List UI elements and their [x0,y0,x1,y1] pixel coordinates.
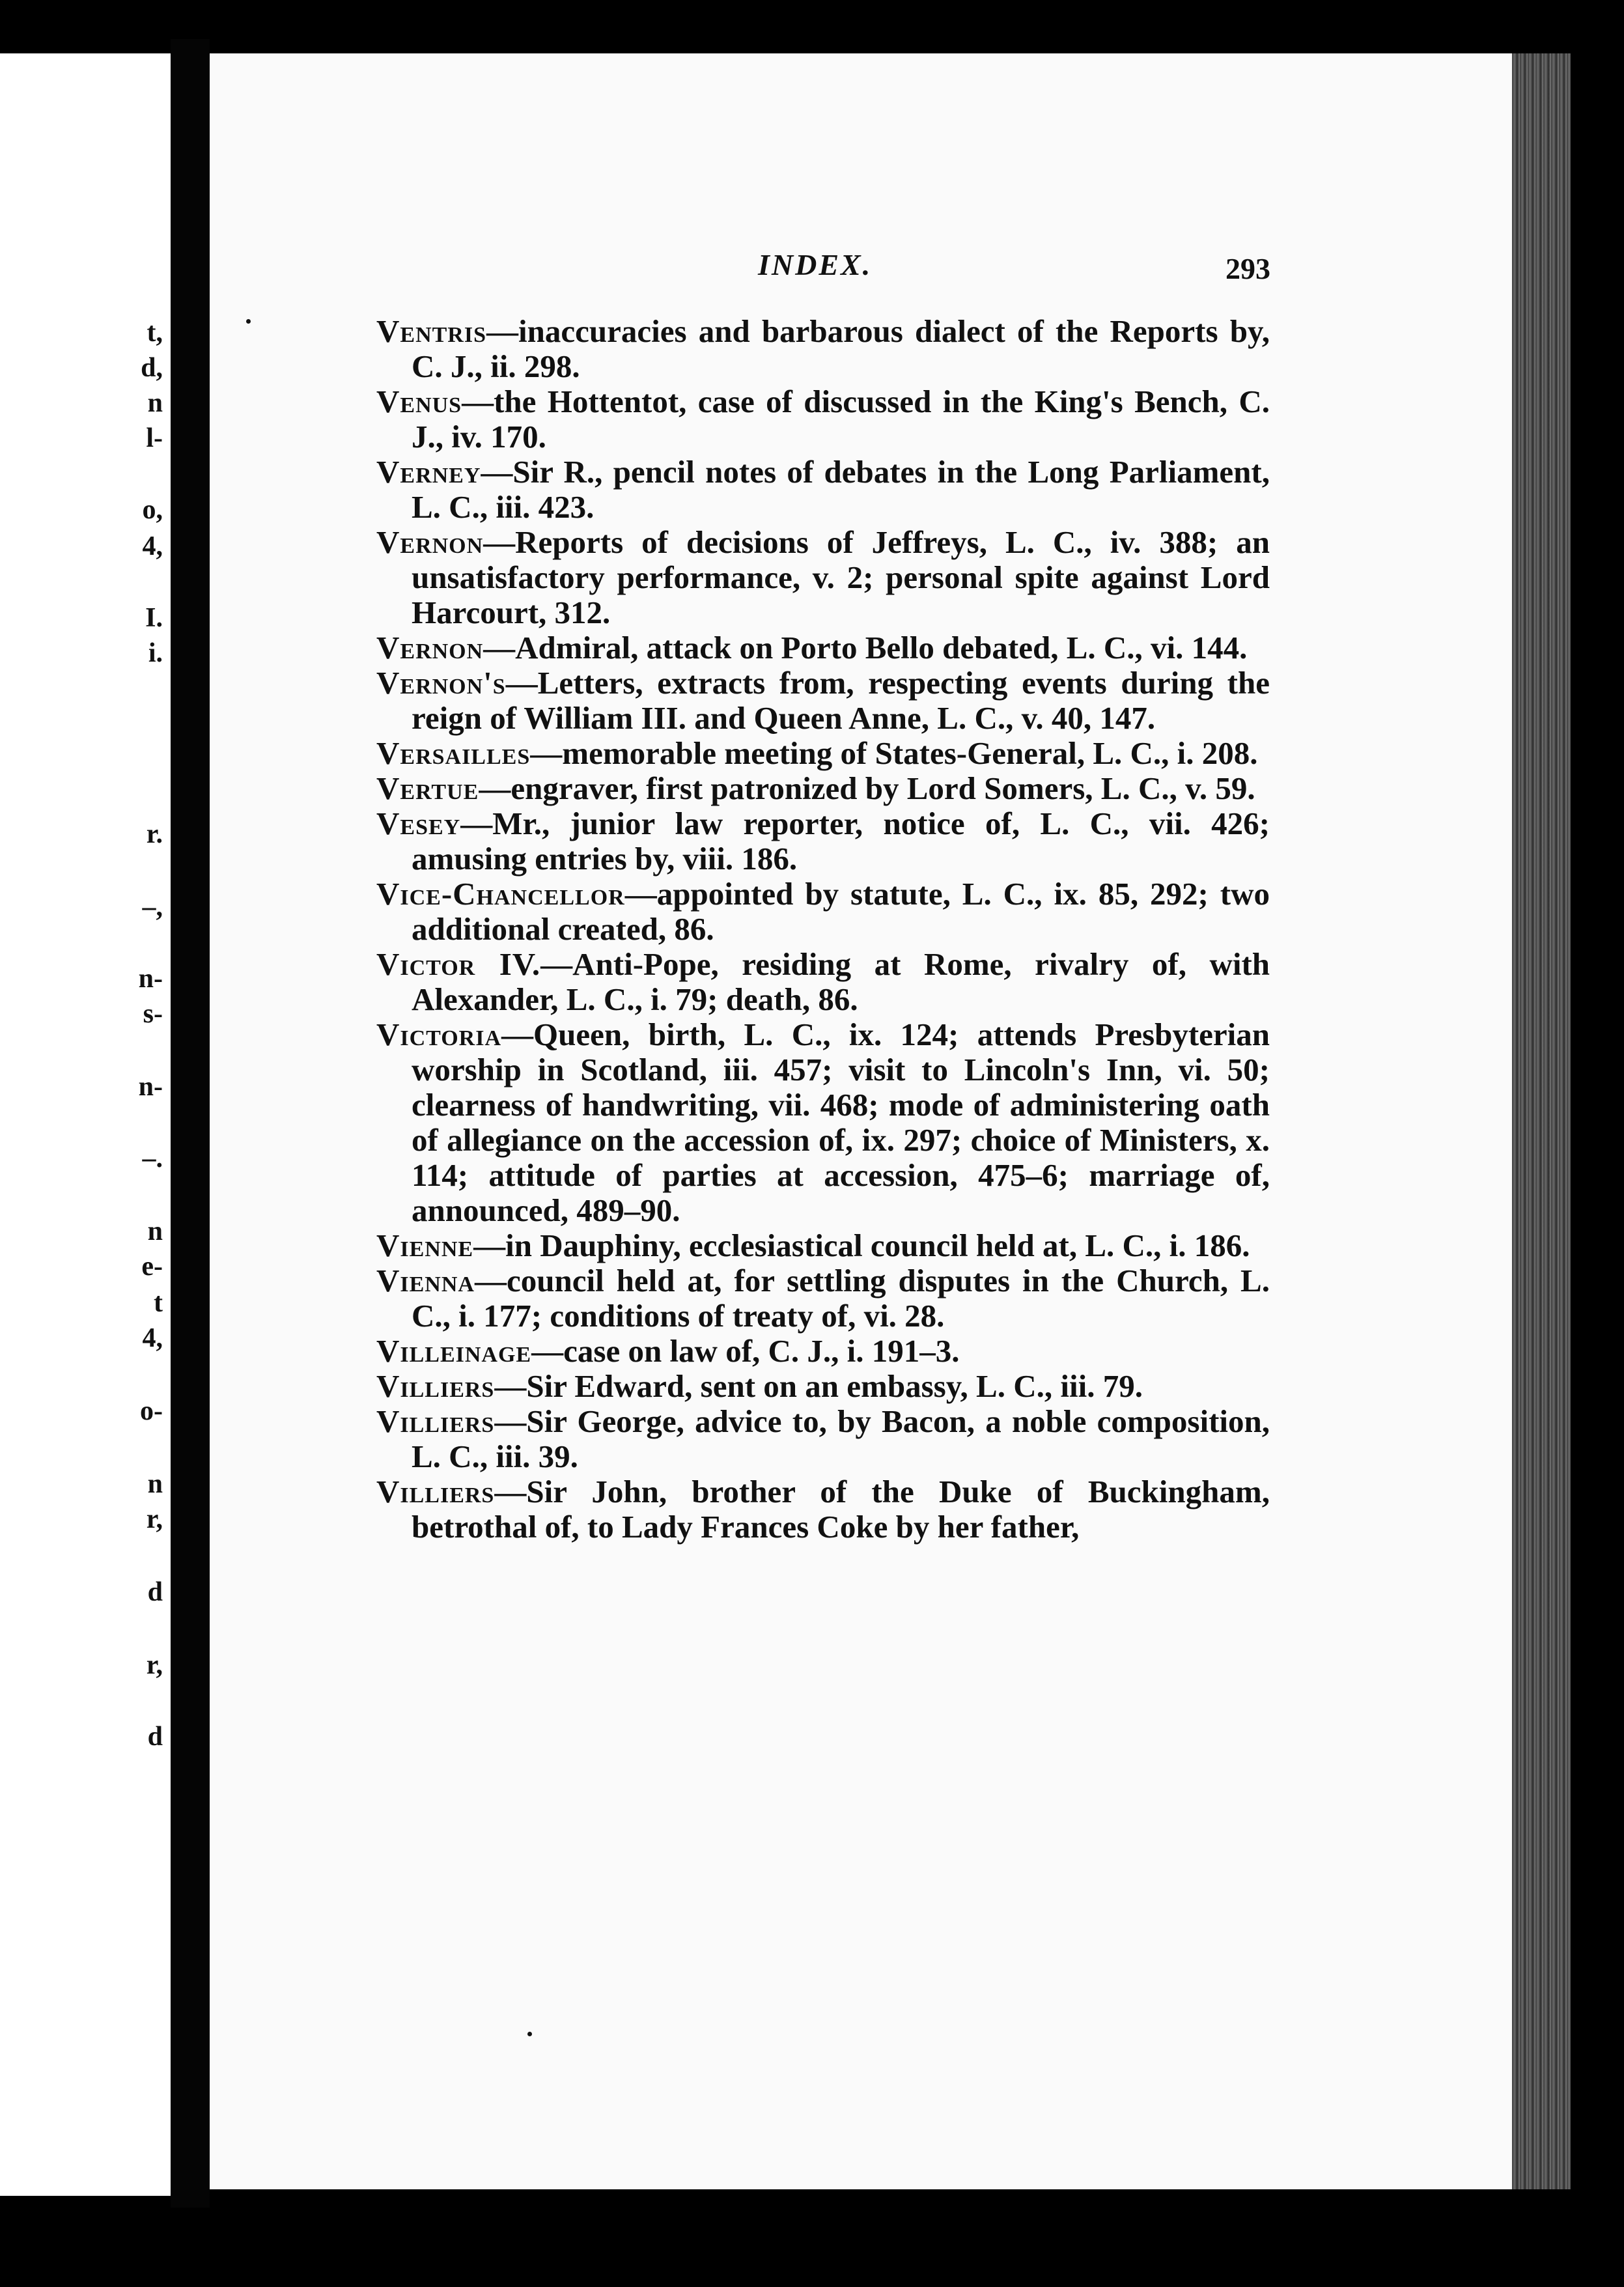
entry-headword: Ventris [376,313,486,349]
entry-headword: Villiers [376,1403,495,1439]
index-entry [376,630,1270,666]
entry-headword: Villiers [376,1368,495,1404]
left-fragment: n [147,1469,163,1499]
entry-headword: Vesey [376,806,461,841]
index-entry [376,877,1270,947]
left-fragment: s- [143,999,163,1029]
entry-text: —Letters, extracts from, respecting events during the reign of William III. and Queen Anne, L. C., v. 40, 147. [412,665,1270,736]
entry-headword: Victor IV. [376,946,541,982]
entry-text: —Reports of decisions of Jeffreys, L. C., iv. 388; an unsatisfactory performance, v. 2; personal spite against Lord Harcourt, 312. [412,524,1270,630]
index-entry [376,666,1270,736]
speck [527,2032,532,2036]
entry-text: —Mr., junior law reporter, notice of, L. C., vii. 426; amusing entries by, viii. 186. [412,806,1270,877]
entry-text: —case on law of, C. J., i. 191–3. [531,1333,960,1369]
entry-text: —the Hottentot, case of discussed in the King's Bench, C. J., iv. 170. [412,384,1270,455]
index-entries [376,314,1270,1545]
left-fragment: r. [146,819,163,849]
entry-headword: Verney [376,454,481,490]
entry-headword: Villiers [376,1474,495,1509]
index-entry [376,455,1270,525]
left-fragment: r, [146,1504,163,1534]
entry-text: —Sir George, advice to, by Bacon, a noble composition, L. C., iii. 39. [412,1403,1270,1474]
index-entry [376,771,1270,806]
left-fragment: n- [138,1072,163,1102]
book-gutter [171,39,210,2208]
entry-headword: Versailles [376,735,531,771]
index-entry [376,806,1270,877]
left-fragment: 4, [142,1323,163,1353]
left-fragment: n- [138,964,163,994]
page-edges [1512,53,1571,2189]
left-fragment: d, [141,353,163,383]
speck [246,319,251,324]
entry-text: —Sir John, brother of the Duke of Buckingham, betrothal of, to Lady Frances Coke by her father, [412,1474,1270,1545]
entry-text: —Sir Edward, sent on an embassy, L. C., iii. 79. [494,1368,1143,1404]
index-entry [376,1334,1270,1369]
left-fragment: t [154,1288,163,1318]
entry-headword: Vernon [376,524,484,560]
entry-text: —Admiral, attack on Porto Bello debated, L. C., vi. 144. [483,630,1248,666]
entry-headword: Vienna [376,1263,475,1298]
left-fragment: t, [147,318,163,348]
entry-text: —engraver, first patronized by Lord Somers, L. C., v. 59. [479,770,1255,806]
index-entry [376,1017,1270,1228]
entry-headword: Vernon's [376,665,506,701]
left-fragment: –. [142,1144,163,1173]
entry-headword: Vienne [376,1228,474,1263]
index-entry [376,1474,1270,1545]
left-fragment: r, [146,1650,163,1680]
entry-text: —council held at, for settling disputes in the Church, L. C., i. 177; conditions of treaty of, vi. 28. [412,1263,1270,1334]
index-entry [376,525,1270,630]
running-head: INDEX. [758,248,873,281]
left-fragment: i. [148,638,163,668]
left-fragment: o- [140,1396,163,1426]
left-fragment: l- [146,423,163,453]
entry-text: —inaccuracies and barbarous dialect of the Reports by, C. J., ii. 298. [412,313,1270,384]
entry-headword: Victoria [376,1017,502,1052]
page-number: 293 [1225,252,1270,285]
entry-headword: Villeinage [376,1333,532,1369]
facing-page-edge [0,53,171,2196]
index-entry [376,1404,1270,1474]
left-fragment: –, [142,892,163,922]
left-fragment: I. [145,603,163,633]
entry-text: —appointed by statute, L. C., ix. 85, 292; two additional created, 86. [412,876,1270,947]
entry-text: —in Dauphiny, ecclesiastical council held at, L. C., i. 186. [473,1228,1250,1263]
entry-text: —Anti-Pope, residing at Rome, rivalry of, with Alexander, L. C., i. 79; death, 86. [412,946,1270,1017]
left-fragment: o, [142,495,163,525]
entry-headword: Venus [376,384,462,419]
left-fragment: n [147,388,163,418]
entry-headword: Vertue [376,770,479,806]
entry-text: —Queen, birth, L. C., ix. 124; attends Presbyterian worship in Scotland, iii. 457; visit to Lincoln's Inn, vi. 50; clearness of handwriting, vii. 468; mode of administering oath of allegiance on the accession of, ix. 297; choice of Ministers, x. 114; attitude of parties at accession, 475–6; marriage of, announced, 489–90. [412,1017,1270,1228]
left-fragment: e- [141,1252,163,1282]
index-entry [376,947,1270,1017]
left-fragment: d [147,1722,163,1752]
entry-headword: Vice-Chancellor [376,876,625,912]
index-entry [376,1263,1270,1334]
index-entry [376,1228,1270,1263]
left-fragment: d [147,1577,163,1607]
entry-headword: Vernon [376,630,484,666]
left-fragment: n [147,1216,163,1246]
index-entry [376,384,1270,455]
entry-text: —memorable meeting of States-General, L. C., i. 208. [530,735,1258,771]
index-entry [376,314,1270,384]
entry-text: —Sir R., pencil notes of debates in the Long Parliament, L. C., iii. 423. [412,454,1270,525]
left-fragment: 4, [142,531,163,561]
index-entry [376,736,1270,771]
index-entry [376,1369,1270,1404]
